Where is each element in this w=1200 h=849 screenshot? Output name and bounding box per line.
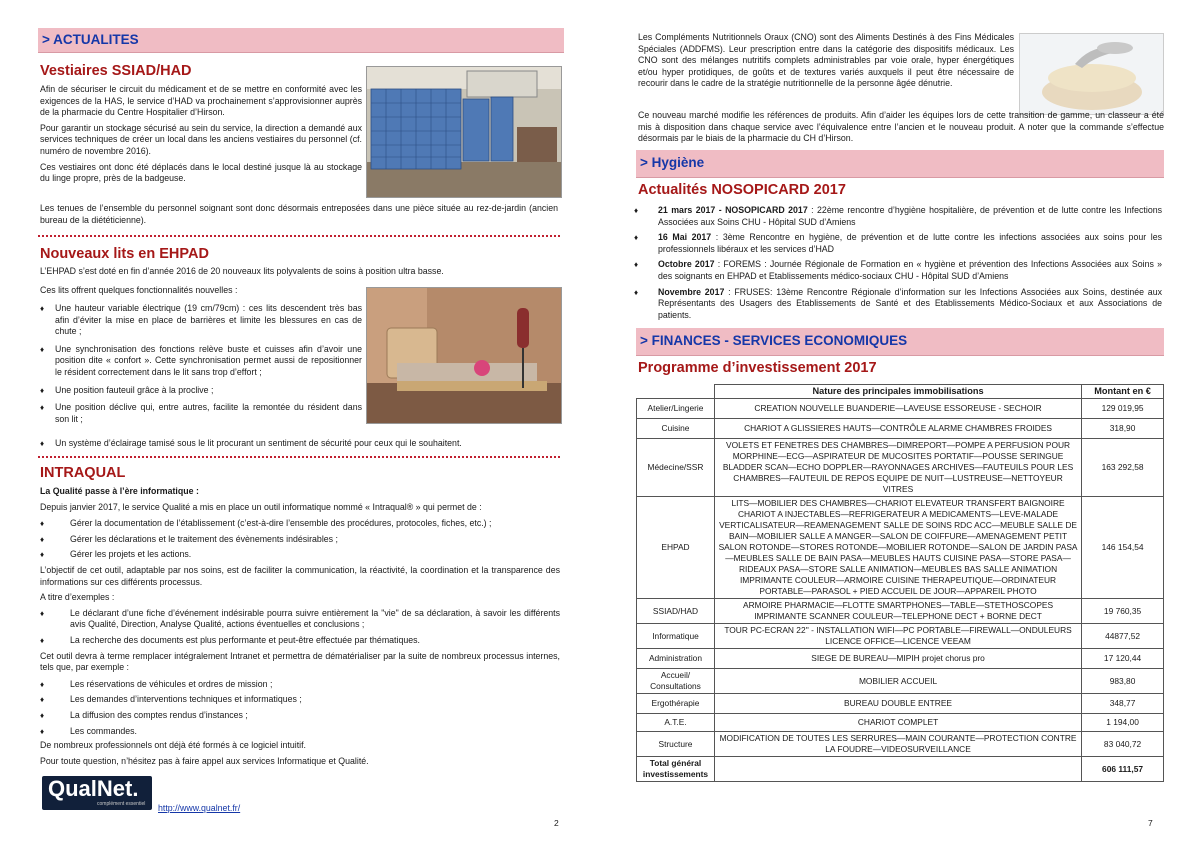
table-row [637, 694, 1164, 714]
page-number-right: 7 [1148, 818, 1153, 828]
qualnet-logo-text: QualNet. [48, 776, 139, 801]
list-item: ♦ Une synchronisation des fonctions relève buste et cuisses afin d’avoir une position dite « confort ». Cette synchronisation permet aussi de repositionner le résident correctement dans le lit sans trop d’effort ; [38, 344, 362, 379]
total-empty-cell [714, 757, 1081, 782]
montant-cell: 146 154,54 [1082, 497, 1164, 599]
service-cell: Cuisine [637, 419, 715, 439]
list-item: ♦ La recherche des documents est plus performante et peut-être effectuée par thématiques. [38, 635, 560, 647]
intraqual-p5: De nombreux professionnels ont déjà été formés à ce logiciel intuitif. [40, 740, 307, 751]
total-value: 606 111,57 [1082, 757, 1164, 782]
intraqual-p6: Pour toute question, n’hésitez pas à faire appel aux services Informatique et Qualité. [40, 755, 369, 766]
nature-cell: CHARIOT A GLISSIERES HAUTS—CONTRÔLE ALARME CHAMBRES FROIDES [714, 419, 1081, 439]
nosopicard-list [632, 205, 1162, 321]
event-date: 21 mars 2017 - NOSOPICARD 2017 [658, 205, 808, 215]
total-label: Total général investissements [637, 757, 715, 782]
lockers-photo [366, 66, 562, 198]
table-row [637, 624, 1164, 649]
montant-cell: 17 120,44 [1082, 649, 1164, 669]
service-cell: Ergothérapie [637, 694, 715, 714]
list-item: ♦ Une position déclive qui, entre autres, facilite la remontée du résident dans son lit ; [38, 402, 362, 425]
montant-cell: 318,90 [1082, 419, 1164, 439]
cno-p2: Ce nouveau marché modifie les références de produits. Afin d’aider les équipes lors de cette transition de gamme, un classeur a été mis à disposition dans chaque service avec l’équivalence entre l’ancien et le nouveau produit. A noter que la commande s’effectue désormais par le biais de la pharmacie du CH d’Hirson. [638, 110, 1164, 144]
nature-cell: ARMOIRE PHARMACIE—FLOTTE SMARTPHONES—TABLE—STETHOSCOPES IMPRIMANTE SCANNER COULEUR—TELEPHONE DECT + BORNE DECT [714, 599, 1081, 624]
ehpad-p2: Ces lits offrent quelques fonctionnalités nouvelles : [40, 285, 238, 295]
cream-photo [1019, 33, 1164, 115]
service-cell: Structure [637, 732, 715, 757]
intraqual-bullets-3 [38, 679, 560, 737]
qualnet-logo [42, 776, 152, 810]
ssiad-p3: Ces vestiaires ont donc été déplacés dans le local destiné jusque là au stockage du linge propre, près de la badgeuse. [40, 161, 362, 184]
montant-cell: 83 040,72 [1082, 732, 1164, 757]
lockers-illustration [367, 67, 561, 197]
nature-cell: MOBILIER ACCUEIL [714, 669, 1081, 694]
col-montant-header: Montant en € [1082, 385, 1164, 399]
service-cell: EHPAD [637, 497, 715, 599]
nature-cell: SIEGE DE BUREAU—MIPIH projet chorus pro [714, 649, 1081, 669]
list-item: ♦ Un système d’éclairage tamisé sous le lit procurant un sentiment de sécurité pour ceux qui le souhaitent. [38, 438, 560, 450]
table-row [637, 497, 1164, 599]
ehpad-bullet-last [38, 438, 560, 450]
ssiad-p1: Afin de sécuriser le circuit du médicament et de se mettre en conformité avec les exigences de la HAS, le service d’HAD va prochainement s’approvisionner auprès de la pharmacie du Centre Hospitalier d’Hirson. [40, 84, 362, 118]
ssiad-p4: Les tenues de l’ensemble du personnel soignant sont donc désormais entreposées dans une pièce située au rez-de-jardin (ancien bureau de la diététicienne). [40, 203, 558, 225]
montant-cell: 1 194,00 [1082, 714, 1164, 732]
service-cell: SSIAD/HAD [637, 599, 715, 624]
event-date: 16 Mai 2017 [658, 232, 712, 243]
nature-cell: CREATION NOUVELLE BUANDERIE—LAVEUSE ESSOREUSE - SECHOIR [714, 399, 1081, 419]
actualites-header: > ACTUALITES [38, 28, 564, 53]
table-row [637, 419, 1164, 439]
nosopicard-title: Actualités NOSOPICARD 2017 [638, 182, 846, 198]
intraqual-p1: Depuis janvier 2017, le service Qualité a mis en place un outil informatique nommé « Intraqual® » qui permet de : [40, 501, 482, 512]
ssiad-text [40, 84, 362, 185]
nature-cell: CHARIOT COMPLET [714, 714, 1081, 732]
ehpad-bullets [38, 303, 362, 425]
list-item: ♦ La diffusion des comptes rendus d’instances ; [38, 710, 560, 722]
event-date: Octobre 2017 [658, 259, 715, 270]
service-cell: Informatique [637, 624, 715, 649]
list-item: ♦ Les commandes. [38, 726, 560, 738]
finances-header: > FINANCES - SERVICES ECONOMIQUES [636, 328, 1164, 356]
hygiene-header: > Hygiène [636, 150, 1164, 178]
service-cell: A.T.E. [637, 714, 715, 732]
service-cell: Médecine/SSR [637, 439, 715, 497]
service-cell: Administration [637, 649, 715, 669]
intraqual-p4: Cet outil devra à terme remplacer intégralement Intranet et permettra de dématérialiser par la suite de nombreux processus internes, tels que, par exemple : [40, 650, 560, 673]
ehpad-p1: L’EHPAD s’est doté en fin d’année 2016 de 20 nouveaux lits polyvalents de soins à position ultra basse. [40, 266, 444, 276]
table-row [637, 732, 1164, 757]
separator-2 [38, 456, 560, 458]
montant-cell: 163 292,58 [1082, 439, 1164, 497]
table-row [637, 599, 1164, 624]
list-item [632, 232, 1162, 255]
ssiad-p2: Pour garantir un stockage sécurisé au sein du service, la direction a demandé aux services techniques de créer un local dans les anciens vestiaires du personnel (cf. numéro de novembre 2016). [40, 122, 362, 156]
cream-illustration [1020, 34, 1163, 114]
cno-p1: Les Compléments Nutritionnels Oraux (CNO) sont des Aliments Destinés à des Fins Médicales Spéciales (ADDFMS). Leur prescription entre dans la catégorie des dispositifs médicaux. Les CNO sont des mélanges nutritifs complets administrables par voie orale, hyper énergétiques et/ou hyper protidiques, de goûts et de textures variés auxquels il peut être nécessaire de recourir dans le cadre de la stratégie nutritionnelle de la personne âgée dénutrie. [638, 32, 1014, 89]
montant-cell: 983,80 [1082, 669, 1164, 694]
list-item: ♦ Les demandes d’interventions techniques et informatiques ; [38, 694, 560, 706]
page-number-left: 2 [554, 818, 559, 828]
intraqual-bullets-1 [38, 518, 560, 561]
intraqual-p3: A titre d’exemples : [40, 592, 115, 603]
list-item: ♦ Gérer les projets et les actions. [38, 549, 560, 561]
table-row [637, 714, 1164, 732]
table-row [637, 399, 1164, 419]
nature-cell: MODIFICATION DE TOUTES LES SERRURES—MAIN COURANTE—PROTECTION CONTRE LA FOUDRE—VIDEOSURVEILLANCE [714, 732, 1081, 757]
event-text: : 3ème Rencontre en hygiène, de prévention et de lutte contre les infections associées aux soins pour les professionnels libéraux et les services d’HAD [658, 232, 1162, 254]
list-item: ♦ Une position fauteuil grâce à la proclive ; [38, 385, 362, 397]
list-item: ♦ Gérer les déclarations et le traitement des évènements indésirables ; [38, 534, 560, 546]
service-cell: Atelier/Lingerie [637, 399, 715, 419]
montant-cell: 19 760,35 [1082, 599, 1164, 624]
total-row [637, 757, 1164, 782]
list-item: ♦ Le déclarant d’une fiche d’événement indésirable pourra suivre entièrement la "vie" de sa déclaration, à savoir les différents avis Qualité, Direction, Analyse Qualité, actions éventuelles et conclusions ; [38, 608, 560, 631]
col-nature-header: Nature des principales immobilisations [714, 385, 1081, 399]
table-row [637, 439, 1164, 497]
intraqual-text [40, 486, 560, 767]
separator-1 [38, 235, 560, 237]
event-text: : FOREMS : Journée Régionale de Formation en « hygiène et prévention des Infections Associées aux Soins » des soignants en EHPAD et Etablissements médico-sociaux CHU - Hôpital SUD d’Amiens [658, 259, 1162, 281]
cno-text [638, 32, 1014, 90]
montant-cell: 44877,52 [1082, 624, 1164, 649]
bed-photo [366, 287, 562, 424]
intraqual-p2: L’objectif de cet outil, adaptable par nos soins, est de faciliter la communication, la réactivité, la coordination et la transparence des informations sur ces différents processus. [40, 564, 560, 587]
table-row [637, 649, 1164, 669]
intraqual-subtitle: La Qualité passe à l’ère informatique : [40, 486, 199, 496]
bed-illustration [367, 288, 561, 423]
intraqual-title: INTRAQUAL [40, 465, 126, 481]
list-item [632, 205, 1162, 228]
list-item: ♦ Gérer la documentation de l’établissement (c’est-à-dire l’ensemble des procédures, protocoles, fiches, etc.) ; [38, 518, 560, 530]
nature-cell: VOLETS ET FENETRES DES CHAMBRES—DIMREPORT—POMPE A PERFUSION POUR MORPHINE—ECG—ASPIRATEUR DE MUCOSITES PORTATIF—POUSSE SERINGUE BLADDER SCAN—ECHO DOPPLER—RAYONNAGES ARCHIVES—FAUTEUILS POUR LES CHAMBRES—FAUTEUIL DE REPOS EQUIPE DE NUIT—LUSTREUSE—NETTOYEUR VITRES [714, 439, 1081, 497]
montant-cell: 348,77 [1082, 694, 1164, 714]
table-header-row [637, 385, 1164, 399]
list-item: ♦ Une hauteur variable électrique (19 cm/79cm) : ces lits descendent très bas afin d’éviter la mise en place de barrières et limite les blessures en cas de chute ; [38, 303, 362, 338]
intraqual-bullets-2 [38, 608, 560, 647]
ssiad-title: Vestiaires SSIAD/HAD [40, 63, 192, 79]
montant-cell: 129 019,95 [1082, 399, 1164, 419]
event-date: Novembre 2017 [658, 286, 725, 297]
investment-table [636, 384, 1164, 782]
qualnet-link[interactable]: http://www.qualnet.fr/ [158, 803, 241, 813]
nature-cell: TOUR PC-ECRAN 22'' - INSTALLATION WIFI—PC PORTABLE—FIREWALL—ONDULEURS LICENCE OFFICE—LICENCE VEEAM [714, 624, 1081, 649]
empty-header-cell [637, 385, 715, 399]
list-item: ♦ Les réservations de véhicules et ordres de mission ; [38, 679, 560, 691]
qualnet-logo-tagline: complément essentiel [97, 801, 146, 807]
nature-cell: BUREAU DOUBLE ENTREE [714, 694, 1081, 714]
ehpad-title: Nouveaux lits en EHPAD [40, 246, 209, 262]
programme-title: Programme d’investissement 2017 [638, 360, 877, 376]
table-row [637, 669, 1164, 694]
event-text: : FRUSES: 13ème Rencontre Régionale d’information sur les Infections Associées aux Soins, destinée aux Représentants des Usagers des Etablissements de Santé et des Etablissements Médico-Sociaux et aux Associations de patients. [658, 286, 1162, 320]
nature-cell: LITS—MOBILIER DES CHAMBRES—CHARIOT ELEVATEUR TRANSFERT BAIGNOIRE CHARIOT A INJECTABLES—REFRIGERATEUR A MEDICAMENTS—LEVE-MALADE VERTICALISATEUR—REAMENAGEMENT SALLE DE SOINS RDC ACC—MEUBLE SALLE DE BAIN—MOBILIER SALLE A MANGER—SALON DE COIFFURE—AMENAGEMENT PETIT SALON ROTONDE—STORES ROTONDE—MOBILIER ROTONDE—SALON DE JARDIN PASA—MEUBLES SALLE DE BAIN PASA—MEUBLES HAUTS CUISINE PASA—STORE PASA—RIDEAUX PASA—STORE SALLE ANIMATION—MEUBLES BAS SALLE ANIMATION IMPRIMANTE COULEUR—ARMOIRE CUISINE THERAPEUTIQUE—ORDINATEUR PORTABLE—PARASOL + PIED ACCUEIL DE JOUR—APPAREIL PHOTO [714, 497, 1081, 599]
list-item [632, 287, 1162, 322]
service-cell: Accueil/ Consultations [637, 669, 715, 694]
event-text: : 22ème rencontre d’hygiène hospitalière, de prévention et de lutte contre les Infections Associées aux Soins CHU - Hôpital SUD d’Amiens [658, 205, 1162, 227]
list-item [632, 259, 1162, 282]
